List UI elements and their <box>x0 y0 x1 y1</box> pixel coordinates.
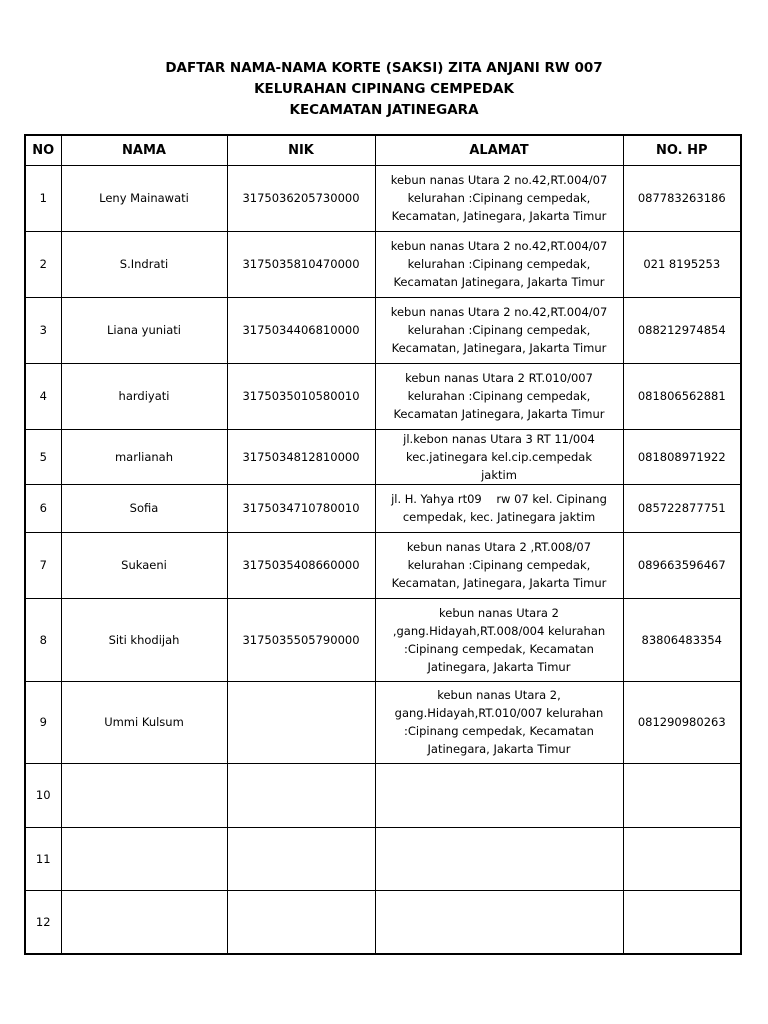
cell-alamat <box>375 681 623 763</box>
cell-hp <box>623 890 741 954</box>
cell-nik: 3175034812810000 <box>227 429 375 484</box>
alamat-line: kebun nanas Utara 2, <box>437 688 561 702</box>
alamat-line: Kecamatan Jatinegara, Jakarta Timur <box>393 407 605 421</box>
alamat-line: :Cipinang cempedak, Kecamatan <box>404 724 594 738</box>
alamat-line: kelurahan :Cipinang cempedak, <box>407 257 591 271</box>
alamat-line: ,gang.Hidayah,RT.008/004 kelurahan <box>392 623 606 638</box>
cell-nik: 3175034710780010 <box>227 484 375 532</box>
alamat-line: :Cipinang cempedak, Kecamatan <box>404 641 594 656</box>
title-line-1: DAFTAR NAMA-NAMA KORTE (SAKSI) ZITA ANJANI RW 007 <box>165 60 603 76</box>
table-header-row <box>25 135 741 165</box>
cell-hp: 087783263186 <box>623 165 741 231</box>
alamat-line: kebun nanas Utara 2 no.42,RT.004/07 <box>390 239 608 253</box>
cell-nama <box>61 890 227 954</box>
alamat-line: Kecamatan, Jatinegara, Jakarta Timur <box>391 209 607 223</box>
cell-nik: 3175034406810000 <box>227 297 375 363</box>
cell-alamat <box>375 890 623 954</box>
alamat-line: jaktim <box>481 467 517 482</box>
cell-hp: 088212974854 <box>623 297 741 363</box>
cell-nama: Leny Mainawati <box>61 165 227 231</box>
cell-nama: Sofia <box>61 484 227 532</box>
table-row <box>25 484 741 532</box>
korte-table <box>24 134 742 955</box>
table-row <box>25 532 741 598</box>
cell-alamat <box>375 484 623 532</box>
cell-alamat <box>375 598 623 681</box>
cell-nik <box>227 890 375 954</box>
cell-nik: 3175036205730000 <box>227 165 375 231</box>
cell-alamat <box>375 231 623 297</box>
cell-alamat <box>375 827 623 890</box>
alamat-line: kelurahan :Cipinang cempedak, <box>407 558 591 572</box>
table-row <box>25 827 741 890</box>
cell-hp <box>623 827 741 890</box>
alamat-line: kelurahan :Cipinang cempedak, <box>407 323 591 337</box>
alamat-line: kec.jatinegara kel.cip.cempedak <box>405 449 593 464</box>
table-row <box>25 363 741 429</box>
cell-hp: 081290980263 <box>623 681 741 763</box>
cell-no: 7 <box>25 532 61 598</box>
cell-nama: Ummi Kulsum <box>61 681 227 763</box>
cell-nik <box>227 827 375 890</box>
cell-no: 8 <box>25 598 61 681</box>
cell-alamat <box>375 763 623 827</box>
cell-no: 11 <box>25 827 61 890</box>
alamat-line: Kecamatan Jatinegara, Jakarta Timur <box>393 275 605 289</box>
cell-alamat <box>375 165 623 231</box>
cell-nama <box>61 763 227 827</box>
cell-alamat <box>375 429 623 484</box>
cell-no: 6 <box>25 484 61 532</box>
alamat-line: Jatinegara, Jakarta Timur <box>427 742 571 756</box>
header-hp: NO. HP <box>623 135 741 165</box>
cell-nama <box>61 827 227 890</box>
alamat-line: cempedak, kec. Jatinegara jaktim <box>402 510 596 524</box>
cell-nik: 3175035810470000 <box>227 231 375 297</box>
alamat-line: jl. H. Yahya rt09 rw 07 kel. Cipinang <box>391 492 607 506</box>
alamat-line: Kecamatan, Jatinegara, Jakarta Timur <box>391 576 607 590</box>
alamat-line: Kecamatan, Jatinegara, Jakarta Timur <box>391 341 607 355</box>
alamat-line: kebun nanas Utara 2 ,RT.008/07 <box>406 540 592 554</box>
table-row <box>25 681 741 763</box>
cell-no: 3 <box>25 297 61 363</box>
cell-hp: 081808971922 <box>623 429 741 484</box>
alamat-line: kebun nanas Utara 2 RT.010/007 <box>405 371 593 385</box>
table-row <box>25 598 741 681</box>
cell-nik: 3175035505790000 <box>227 598 375 681</box>
cell-nama: Siti khodijah <box>61 598 227 681</box>
table-row <box>25 429 741 484</box>
cell-hp <box>623 763 741 827</box>
alamat-line: kelurahan :Cipinang cempedak, <box>407 389 591 403</box>
header-nama: NAMA <box>61 135 227 165</box>
cell-hp: 081806562881 <box>623 363 741 429</box>
alamat-line: Jatinegara, Jakarta Timur <box>427 659 571 674</box>
cell-hp: 085722877751 <box>623 484 741 532</box>
cell-nama: S.Indrati <box>61 231 227 297</box>
alamat-line: gang.Hidayah,RT.010/007 kelurahan <box>394 706 604 720</box>
cell-no: 1 <box>25 165 61 231</box>
cell-nama: Liana yuniati <box>61 297 227 363</box>
cell-alamat <box>375 363 623 429</box>
cell-no: 4 <box>25 363 61 429</box>
cell-alamat <box>375 532 623 598</box>
alamat-line: jl.kebon nanas Utara 3 RT 11/004 <box>403 431 595 446</box>
cell-nama: hardiyati <box>61 363 227 429</box>
table-row <box>25 165 741 231</box>
table-body <box>25 165 741 954</box>
alamat-line: kelurahan :Cipinang cempedak, <box>407 191 591 205</box>
cell-no: 10 <box>25 763 61 827</box>
alamat-line: kebun nanas Utara 2 <box>439 605 559 620</box>
cell-nama: Sukaeni <box>61 532 227 598</box>
cell-alamat <box>375 297 623 363</box>
cell-no: 2 <box>25 231 61 297</box>
cell-nik <box>227 763 375 827</box>
header-no: NO <box>25 135 61 165</box>
table-row <box>25 297 741 363</box>
cell-nik: 3175035010580010 <box>227 363 375 429</box>
cell-hp: 089663596467 <box>623 532 741 598</box>
title-line-3: KECAMATAN JATINEGARA <box>289 102 479 118</box>
header-alamat: ALAMAT <box>375 135 623 165</box>
cell-hp: 021 8195253 <box>623 231 741 297</box>
title-line-2: KELURAHAN CIPINANG CEMPEDAK <box>254 81 514 97</box>
cell-no: 12 <box>25 890 61 954</box>
table-row <box>25 763 741 827</box>
alamat-line: kebun nanas Utara 2 no.42,RT.004/07 <box>390 305 608 319</box>
table-row <box>25 231 741 297</box>
alamat-line: kebun nanas Utara 2 no.42,RT.004/07 <box>390 173 608 187</box>
cell-nik: 3175035408660000 <box>227 532 375 598</box>
document-title <box>0 58 768 121</box>
cell-nik <box>227 681 375 763</box>
cell-hp: 83806483354 <box>623 598 741 681</box>
header-nik: NIK <box>227 135 375 165</box>
table-row <box>25 890 741 954</box>
cell-nama: marlianah <box>61 429 227 484</box>
cell-no: 9 <box>25 681 61 763</box>
cell-no: 5 <box>25 429 61 484</box>
